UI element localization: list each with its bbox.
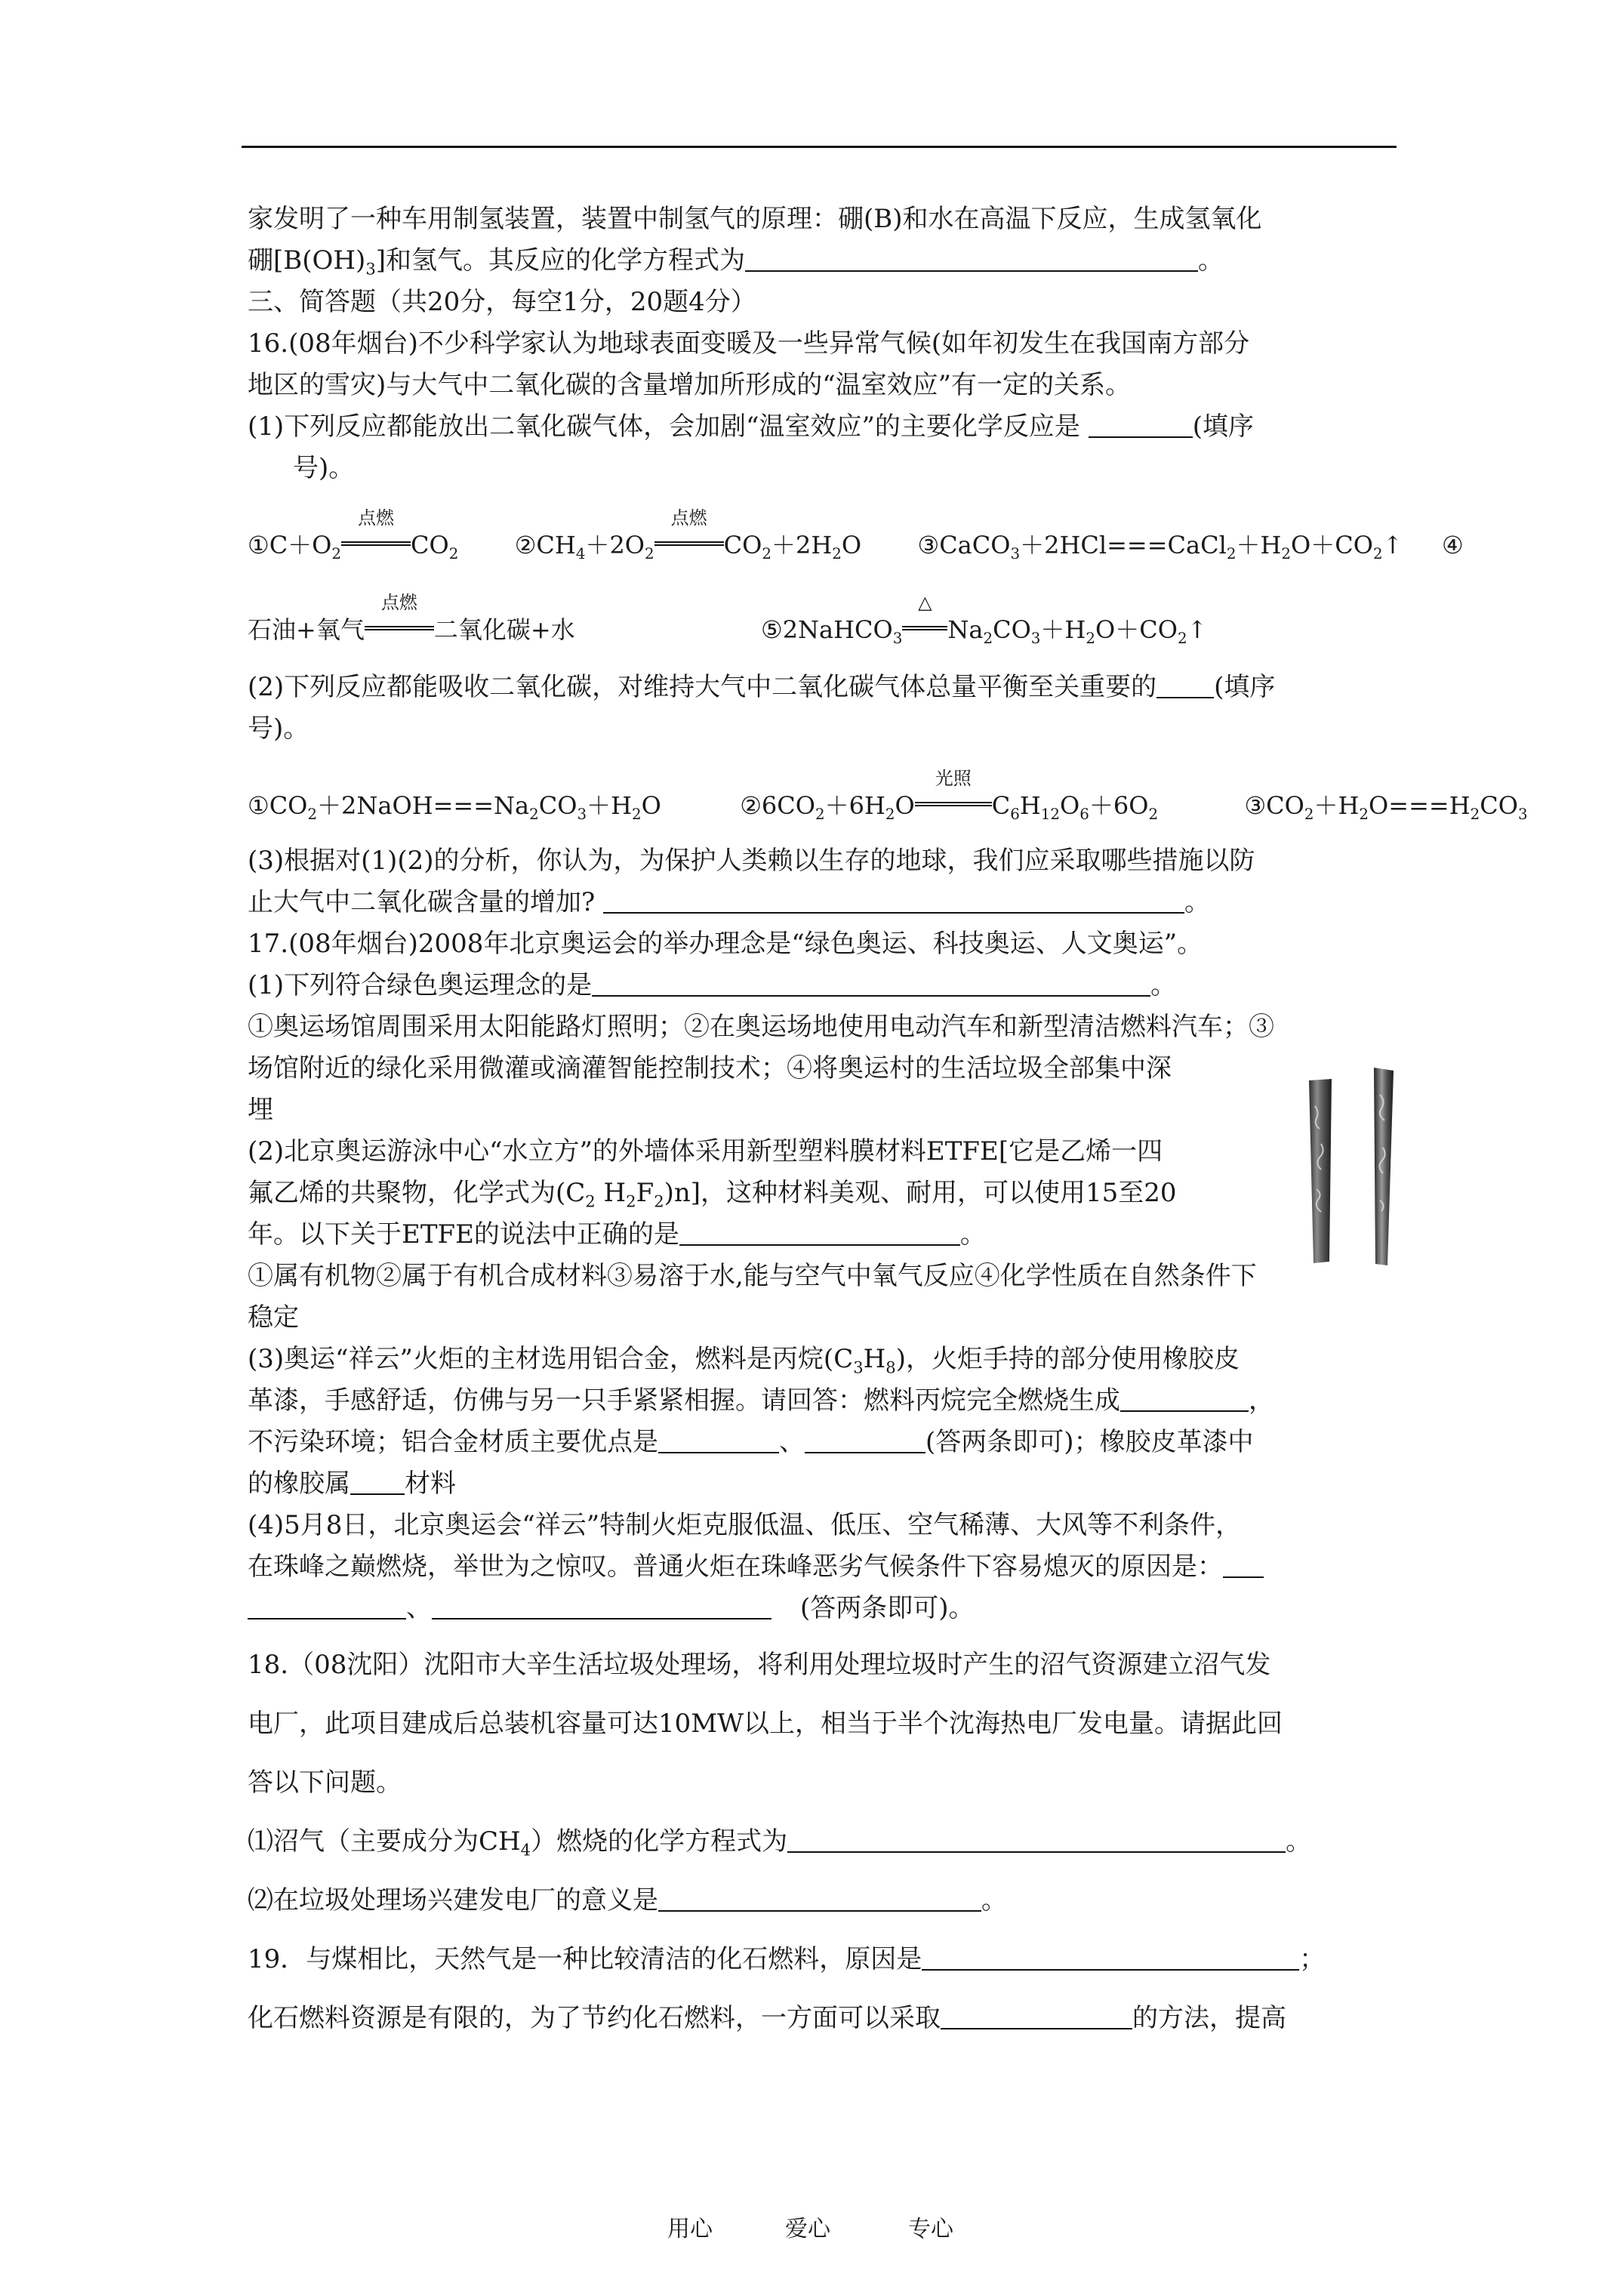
q17-part2-formula: 氟乙烯的共聚物，化学式为($C_2$ $H_2F_2)n$]，这种材料美观、耐用，可以使用15至20 [248,1178,1177,1211]
q16-option4-marker: ④ [1442,531,1464,559]
answer-blank[interactable] [805,1428,925,1453]
q17-part4-blanks: 、 (答两条即可)。 [248,1592,975,1625]
q17-part2-question: 年。以下关于ETFE的说法中正确的是 。 [248,1219,986,1250]
section-title: 三、简答题（共20分，每空1分，20题4分） [248,287,756,317]
q18-stem-3: 答以下问题。 [248,1767,402,1798]
answer-blank[interactable] [432,1594,771,1620]
q17-stem: 17.(08年烟台)2008年北京奥运会的举办理念是“绿色奥运、科技奥运、人文奥运”。 [248,929,1203,959]
q17-part4: (4)5月8日，北京奥运会“祥云”特制火炬克服低温、低压、空气稀薄、大风等不利条件， [248,1510,1242,1540]
footer-text-3: 专心 [908,2216,953,2242]
q18-stem-2: 电厂，此项目建成后总装机容量可达10MW以上，相当于半个沈海热电厂发电量。请据此回 [248,1709,1283,1739]
answer-blank[interactable] [1223,1552,1264,1578]
answer-blank[interactable] [787,1827,1286,1853]
q17-part4-question: 在珠峰之巅燃烧，举世为之惊叹。普通火炬在珠峰恶劣气候条件下容易熄灭的原因是： [248,1550,1264,1583]
q16-stem-1: 16.(08年烟台)不少科学家认为地球表面变暖及一些异常气候(如年初发生在我国南方部分 [248,328,1250,359]
answer-blank[interactable] [658,1428,779,1453]
q19-stem-2: 化石燃料资源是有限的，为了节约化石燃料，一方面可以采取 的方法，提高 [248,2003,1286,2033]
q16-part2: (2)下列反应都能吸收二氧化碳，对维持大气中二氧化碳气体总量平衡至关重要的 (填序 [248,672,1276,702]
q18-stem-1: 18.（08沈阳）沈阳市大辛生活垃圾处理场，将利用处理垃圾时产生的沼气资源建立沼气发 [248,1650,1271,1680]
q17-part2-options: ①属有机物②属于有机合成材料③易溶于水,能与空气中氧气反应④化学性质在自然条件下 [248,1261,1257,1291]
q17-part3-advantages: 不污染环境；铝合金材质主要优点是 、 (答两条即可)；橡胶皮革漆中 [248,1427,1254,1457]
answer-blank[interactable] [1120,1386,1249,1412]
line-b-reaction-intro: 家发明了一种车用制氢装置，装置中制氢气的原理：硼(B)和水在高温下反应，生成氢氧化 [248,204,1262,234]
q17-part3-material: 的橡胶属 材料 [248,1469,456,1499]
q16-equations-row3: $①CO_2+2NaOH===Na_2CO_3+H_2O$ $②6CO_2+6H_2O$ 光照 $C_6H_{12}O_6+6O_2$ $③CO_2+H_2O===H_2CO_3$ [248,768,1528,823]
q17-part3-products: 革漆，手感舒适，仿佛与另一只手紧紧相握。请回答：燃料丙烷完全燃烧生成 ， [248,1385,1274,1416]
q18-part2: ⑵在垃圾处理场兴建发电厂的意义是 。 [248,1885,1007,1915]
answer-blank[interactable] [603,888,1184,914]
footer-text-2: 爱心 [785,2216,830,2242]
answer-blank[interactable] [350,1469,405,1495]
q16-part3-cont: 止大气中二氧化碳含量的增加? 。 [248,887,1211,917]
answer-blank[interactable] [745,246,1198,272]
answer-blank[interactable] [941,2004,1132,2029]
answer-blank[interactable] [1089,412,1193,438]
q17-options-1: ①奥运场馆周围采用太阳能路灯照明；②在奥运场地使用电动汽车和新型清洁燃料汽车；③ [248,1012,1274,1042]
q16-part3: (3)根据对(1)(2)的分析，你认为，为保护人类赖以生存的地球，我们应采取哪些措施以防 [248,846,1255,876]
q18-part1: ⑴沼气（主要成分为$CH_4$）燃烧的化学方程式为 。 [248,1826,1312,1860]
answer-blank[interactable] [679,1220,960,1246]
answer-blank[interactable] [248,1594,406,1620]
q17-part3: (3)奥运“祥云”火炬的主材选用铝合金，燃料是丙烷$(C_3H_8)$，火炬手持的部分使用橡胶皮 [248,1344,1240,1377]
q17-part2-options-cont: 稳定 [248,1302,299,1333]
answer-blank[interactable] [1156,673,1214,698]
q17-part2: (2)北京奥运游泳中心“水立方”的外墙体采用新型塑料膜材料ETFE[它是乙烯一四 [248,1136,1163,1166]
q16-equations-row2: 石油+氧气 点燃 二氧化碳+水 ⑤2NaHCO$_3$ △ $Na_2CO_3+H_2O+CO_2↑$ [248,592,1208,647]
q16-part1: (1)下列反应都能放出二氧化碳气体，会加剧“温室效应”的主要化学反应是 (填序 [248,411,1255,442]
answer-blank[interactable] [658,1886,981,1912]
q16-part1-cont: 号)。 [293,453,355,483]
line-b-reaction-equation: 硼$[B(OH)_3]$和氢气。其反应的化学方程式为 。 [248,245,1224,279]
torch-image-right [1365,1065,1400,1268]
q16-part2-cont: 号)。 [248,713,310,744]
q17-options-3: 埋 [248,1095,273,1125]
q17-options-2: 场馆附近的绿化采用微灌或滴灌智能控制技术；④将奥运村的生活垃圾全部集中深 [248,1053,1172,1083]
q17-part1: (1)下列符合绿色奥运理念的是 。 [248,970,1177,1000]
header-rule [242,146,1397,148]
q16-stem-2: 地区的雪灾)与大气中二氧化碳的含量增加所形成的“温室效应”有一定的关系。 [248,370,1132,400]
answer-blank[interactable] [592,971,1150,997]
answer-blank[interactable] [922,1945,1299,1971]
q16-equations-row1: $①C+O_2$ 点燃 $CO_2$ $②CH_4+2O_2$ 点燃 $CO_2+2H_2O$ $③CaCO_3+2HCl===CaCl_2+H_2O+CO_2↑$ [248,507,1403,562]
torch-image-left [1304,1076,1336,1265]
footer-text-1: 用心 [667,2216,713,2242]
q19-stem: 19．与煤相比，天然气是一种比较清洁的化石燃料，原因是 ； [248,1944,1326,1974]
